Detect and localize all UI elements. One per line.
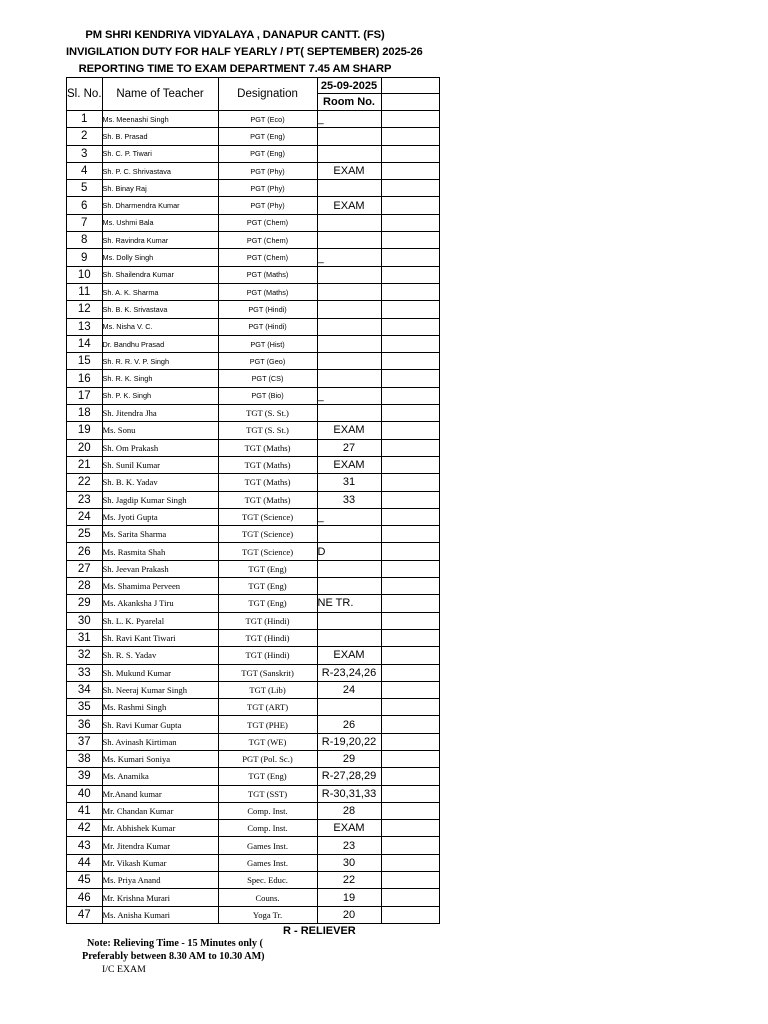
room-number-cell: _ xyxy=(317,111,381,128)
teacher-name-cell: Sh. Jeevan Prakash xyxy=(102,560,218,577)
extra-cell xyxy=(381,387,439,404)
extra-cell xyxy=(381,491,439,508)
col-header-name: Name of Teacher xyxy=(102,78,218,111)
designation-cell: Games Inst. xyxy=(218,837,317,854)
teacher-name-cell: Sh. P. K. Singh xyxy=(102,387,218,404)
serial-number-cell: 39 xyxy=(67,768,103,785)
teacher-name-cell: Ms. Anisha Kumari xyxy=(102,906,218,923)
serial-number-cell: 22 xyxy=(67,474,103,491)
school-title: PM SHRI KENDRIYA VIDYALAYA , DANAPUR CANTT. (FS) xyxy=(85,29,385,41)
extra-cell xyxy=(381,526,439,543)
teacher-name-cell: Sh. Ravindra Kumar xyxy=(102,232,218,249)
teacher-name-cell: Ms. Sonu xyxy=(102,422,218,439)
table-row xyxy=(67,232,440,249)
table-row xyxy=(67,422,440,439)
table-row xyxy=(67,872,440,889)
room-number-cell: EXAM xyxy=(317,162,381,179)
table-row xyxy=(67,508,440,525)
serial-number-cell: 7 xyxy=(67,214,103,231)
serial-number-cell: 38 xyxy=(67,750,103,767)
table-row xyxy=(67,111,440,128)
teacher-name-cell: Sh. L. K. Pyarelal xyxy=(102,612,218,629)
room-number-cell: 26 xyxy=(317,716,381,733)
room-number-cell xyxy=(317,612,381,629)
teacher-name-cell: Mr. Jitendra Kumar xyxy=(102,837,218,854)
designation-cell: TGT (Hindi) xyxy=(218,629,317,646)
room-number-cell: R-19,20,22 xyxy=(317,733,381,750)
table-row xyxy=(67,854,440,871)
serial-number-cell: 15 xyxy=(67,353,103,370)
table-row xyxy=(67,145,440,162)
table-row xyxy=(67,612,440,629)
extra-cell xyxy=(381,699,439,716)
room-number-cell: 33 xyxy=(317,491,381,508)
designation-cell: Couns. xyxy=(218,889,317,906)
serial-number-cell: 2 xyxy=(67,128,103,145)
designation-cell: TGT (PHE) xyxy=(218,716,317,733)
reporting-time: REPORTING TIME TO EXAM DEPARTMENT 7.45 AM SHARP xyxy=(78,63,392,75)
extra-cell xyxy=(381,906,439,923)
designation-cell: PGT (Hindi) xyxy=(218,318,317,335)
room-number-cell xyxy=(317,283,381,300)
room-number-cell xyxy=(317,232,381,249)
extra-cell xyxy=(381,111,439,128)
room-number-cell xyxy=(317,128,381,145)
teacher-name-cell: Sh. Shailendra Kumar xyxy=(102,266,218,283)
table-row xyxy=(67,456,440,473)
room-number-cell xyxy=(317,335,381,352)
teacher-name-cell: Ms. Nisha V. C. xyxy=(102,318,218,335)
teacher-name-cell: Ms. Shamima Perveen xyxy=(102,578,218,595)
serial-number-cell: 43 xyxy=(67,837,103,854)
teacher-name-cell: Mr. Chandan Kumar xyxy=(102,802,218,819)
serial-number-cell: 21 xyxy=(67,456,103,473)
teacher-name-cell: Mr.Anand kumar xyxy=(102,785,218,802)
serial-number-cell: 28 xyxy=(67,578,103,595)
extra-cell xyxy=(381,353,439,370)
serial-number-cell: 8 xyxy=(67,232,103,249)
teacher-name-cell: Sh. R. S. Yadav xyxy=(102,647,218,664)
teacher-name-cell: Ms. Jyoti Gupta xyxy=(102,508,218,525)
designation-cell: PGT (CS) xyxy=(218,370,317,387)
table-row xyxy=(67,214,440,231)
table-row xyxy=(67,595,440,612)
serial-number-cell: 5 xyxy=(67,180,103,197)
serial-number-cell: 19 xyxy=(67,422,103,439)
table-row xyxy=(67,699,440,716)
designation-cell: TGT (Maths) xyxy=(218,439,317,456)
designation-cell: TGT (Eng) xyxy=(218,578,317,595)
extra-cell xyxy=(381,214,439,231)
room-number-cell: 22 xyxy=(317,872,381,889)
extra-cell xyxy=(381,180,439,197)
teacher-name-cell: Ms. Akanksha J Tiru xyxy=(102,595,218,612)
room-number-cell: EXAM xyxy=(317,197,381,214)
serial-number-cell: 40 xyxy=(67,785,103,802)
table-row xyxy=(67,681,440,698)
designation-cell: TGT (Lib) xyxy=(218,681,317,698)
extra-cell xyxy=(381,854,439,871)
serial-number-cell: 29 xyxy=(67,595,103,612)
room-number-cell: _ xyxy=(317,387,381,404)
table-row xyxy=(67,180,440,197)
room-number-cell xyxy=(317,145,381,162)
serial-number-cell: 23 xyxy=(67,491,103,508)
serial-number-cell: 45 xyxy=(67,872,103,889)
table-row xyxy=(67,802,440,819)
table-row xyxy=(67,335,440,352)
room-number-cell xyxy=(317,214,381,231)
teacher-name-cell: Sh. Jitendra Jha xyxy=(102,405,218,422)
room-number-cell: _ xyxy=(317,249,381,266)
serial-number-cell: 47 xyxy=(67,906,103,923)
teacher-name-cell: Sh. Mukund Kumar xyxy=(102,664,218,681)
room-number-cell xyxy=(317,353,381,370)
table-row xyxy=(67,716,440,733)
extra-cell xyxy=(381,197,439,214)
serial-number-cell: 46 xyxy=(67,889,103,906)
designation-cell: Spec. Educ. xyxy=(218,872,317,889)
room-number-cell xyxy=(317,370,381,387)
designation-cell: TGT (Eng) xyxy=(218,768,317,785)
designation-cell: Yoga Tr. xyxy=(218,906,317,923)
serial-number-cell: 42 xyxy=(67,820,103,837)
reliever-legend: R - RELIEVER xyxy=(283,925,356,937)
teacher-name-cell: Ms. Rasmita Shah xyxy=(102,543,218,560)
col-header-designation: Designation xyxy=(218,78,317,111)
room-number-cell xyxy=(317,560,381,577)
teacher-name-cell: Ms. Sarita Sharma xyxy=(102,526,218,543)
room-number-cell: 30 xyxy=(317,854,381,871)
extra-cell xyxy=(381,456,439,473)
table-row xyxy=(67,629,440,646)
extra-cell xyxy=(381,664,439,681)
teacher-name-cell: Sh. A. K. Sharma xyxy=(102,283,218,300)
table-row xyxy=(67,301,440,318)
serial-number-cell: 16 xyxy=(67,370,103,387)
serial-number-cell: 12 xyxy=(67,301,103,318)
designation-cell: PGT (Maths) xyxy=(218,283,317,300)
room-number-cell: R-23,24,26 xyxy=(317,664,381,681)
extra-cell xyxy=(381,249,439,266)
extra-cell xyxy=(381,422,439,439)
extra-cell xyxy=(381,508,439,525)
room-number-cell xyxy=(317,301,381,318)
table-row xyxy=(67,768,440,785)
serial-number-cell: 27 xyxy=(67,560,103,577)
designation-cell: PGT (Chem) xyxy=(218,249,317,266)
room-number-cell xyxy=(317,629,381,646)
serial-number-cell: 14 xyxy=(67,335,103,352)
room-number-cell: D xyxy=(317,543,381,560)
teacher-name-cell: Sh. Jagdip Kumar Singh xyxy=(102,491,218,508)
designation-cell: TGT (Maths) xyxy=(218,491,317,508)
table-row xyxy=(67,491,440,508)
room-number-cell: 20 xyxy=(317,906,381,923)
teacher-name-cell: Ms. Anamika xyxy=(102,768,218,785)
table-row xyxy=(67,785,440,802)
table-row xyxy=(67,162,440,179)
serial-number-cell: 34 xyxy=(67,681,103,698)
table-row xyxy=(67,647,440,664)
table-row xyxy=(67,578,440,595)
room-number-cell: 28 xyxy=(317,802,381,819)
col-header-room: Room No. xyxy=(317,94,381,111)
room-number-cell: R-30,31,33 xyxy=(317,785,381,802)
designation-cell: PGT (Maths) xyxy=(218,266,317,283)
designation-cell: PGT (Hist) xyxy=(218,335,317,352)
designation-cell: PGT (Eco) xyxy=(218,111,317,128)
extra-cell xyxy=(381,768,439,785)
teacher-name-cell: Ms. Dolly Singh xyxy=(102,249,218,266)
duty-table xyxy=(66,77,440,924)
designation-cell: TGT (Science) xyxy=(218,508,317,525)
room-number-cell: 24 xyxy=(317,681,381,698)
col-header-extra xyxy=(381,78,439,94)
serial-number-cell: 35 xyxy=(67,699,103,716)
teacher-name-cell: Sh. Ravi Kant Tiwari xyxy=(102,629,218,646)
serial-number-cell: 4 xyxy=(67,162,103,179)
room-number-cell: 19 xyxy=(317,889,381,906)
note-line-2: Preferably between 8.30 AM to 10.30 AM) xyxy=(82,951,265,962)
extra-cell xyxy=(381,543,439,560)
room-number-cell xyxy=(317,699,381,716)
serial-number-cell: 44 xyxy=(67,854,103,871)
table-row xyxy=(67,664,440,681)
designation-cell: PGT (Phy) xyxy=(218,197,317,214)
teacher-name-cell: Sh. Avinash Kirtiman xyxy=(102,733,218,750)
teacher-name-cell: Sh. Sunil Kumar xyxy=(102,456,218,473)
designation-cell: PGT (Hindi) xyxy=(218,301,317,318)
teacher-name-cell: Sh. B. K. Yadav xyxy=(102,474,218,491)
room-number-cell: 23 xyxy=(317,837,381,854)
designation-cell: PGT (Eng) xyxy=(218,145,317,162)
teacher-name-cell: Ms. Rashmi Singh xyxy=(102,699,218,716)
room-number-cell: 29 xyxy=(317,750,381,767)
serial-number-cell: 9 xyxy=(67,249,103,266)
designation-cell: PGT (Geo) xyxy=(218,353,317,370)
room-number-cell: R-27,28,29 xyxy=(317,768,381,785)
note-line-1: Note: Relieving Time - 15 Minutes only ( xyxy=(87,938,263,949)
duty-title: INVIGILATION DUTY FOR HALF YEARLY / PT( SEPTEMBER) 2025-26 xyxy=(66,46,423,58)
room-number-cell: _ xyxy=(317,508,381,525)
room-number-cell xyxy=(317,405,381,422)
teacher-name-cell: Ms. Kumari Soniya xyxy=(102,750,218,767)
extra-cell xyxy=(381,578,439,595)
teacher-name-cell: Sh. Binay Raj xyxy=(102,180,218,197)
serial-number-cell: 20 xyxy=(67,439,103,456)
extra-cell xyxy=(381,750,439,767)
teacher-name-cell: Sh. C. P. Tiwari xyxy=(102,145,218,162)
extra-cell xyxy=(381,733,439,750)
extra-cell xyxy=(381,647,439,664)
serial-number-cell: 17 xyxy=(67,387,103,404)
serial-number-cell: 31 xyxy=(67,629,103,646)
designation-cell: PGT (Phy) xyxy=(218,162,317,179)
designation-cell: TGT (S. St.) xyxy=(218,422,317,439)
col-header-sl: Sl. No. xyxy=(67,78,103,111)
extra-cell xyxy=(381,612,439,629)
extra-cell xyxy=(381,889,439,906)
teacher-name-cell: Mr. Vikash Kumar xyxy=(102,854,218,871)
table-row xyxy=(67,543,440,560)
incharge-signature: I/C EXAM xyxy=(102,964,146,975)
table-row xyxy=(67,128,440,145)
designation-cell: TGT (ART) xyxy=(218,699,317,716)
extra-cell xyxy=(381,785,439,802)
table-body xyxy=(67,111,440,924)
designation-cell: PGT (Eng) xyxy=(218,128,317,145)
extra-cell xyxy=(381,318,439,335)
serial-number-cell: 13 xyxy=(67,318,103,335)
designation-cell: TGT (Science) xyxy=(218,526,317,543)
extra-cell xyxy=(381,681,439,698)
room-number-cell xyxy=(317,526,381,543)
room-number-cell xyxy=(317,180,381,197)
table-row xyxy=(67,820,440,837)
serial-number-cell: 6 xyxy=(67,197,103,214)
extra-cell xyxy=(381,301,439,318)
serial-number-cell: 1 xyxy=(67,111,103,128)
serial-number-cell: 41 xyxy=(67,802,103,819)
serial-number-cell: 3 xyxy=(67,145,103,162)
designation-cell: PGT (Pol. Sc.) xyxy=(218,750,317,767)
designation-cell: PGT (Phy) xyxy=(218,180,317,197)
extra-cell xyxy=(381,629,439,646)
room-number-cell xyxy=(317,266,381,283)
table-row xyxy=(67,526,440,543)
designation-cell: TGT (S. St.) xyxy=(218,405,317,422)
extra-cell xyxy=(381,439,439,456)
extra-cell xyxy=(381,802,439,819)
designation-cell: TGT (Science) xyxy=(218,543,317,560)
teacher-name-cell: Ms. Priya Anand xyxy=(102,872,218,889)
serial-number-cell: 24 xyxy=(67,508,103,525)
designation-cell: Comp. Inst. xyxy=(218,802,317,819)
table-row xyxy=(67,353,440,370)
designation-cell: Comp. Inst. xyxy=(218,820,317,837)
room-number-cell: 27 xyxy=(317,439,381,456)
serial-number-cell: 37 xyxy=(67,733,103,750)
teacher-name-cell: Sh. B. Prasad xyxy=(102,128,218,145)
teacher-name-cell: Mr. Abhishek Kumar xyxy=(102,820,218,837)
extra-cell xyxy=(381,837,439,854)
designation-cell: TGT (Sanskrit) xyxy=(218,664,317,681)
teacher-name-cell: Sh. R. K. Singh xyxy=(102,370,218,387)
table-row xyxy=(67,560,440,577)
extra-cell xyxy=(381,595,439,612)
serial-number-cell: 32 xyxy=(67,647,103,664)
extra-cell xyxy=(381,474,439,491)
teacher-name-cell: Sh. Neeraj Kumar Singh xyxy=(102,681,218,698)
extra-cell xyxy=(381,370,439,387)
serial-number-cell: 30 xyxy=(67,612,103,629)
designation-cell: PGT (Bio) xyxy=(218,387,317,404)
designation-cell: TGT (SST) xyxy=(218,785,317,802)
teacher-name-cell: Sh. Ravi Kumar Gupta xyxy=(102,716,218,733)
col-header-extra-2 xyxy=(381,94,439,111)
serial-number-cell: 26 xyxy=(67,543,103,560)
room-number-cell: NE TR. xyxy=(317,595,381,612)
room-number-cell xyxy=(317,318,381,335)
extra-cell xyxy=(381,872,439,889)
room-number-cell xyxy=(317,578,381,595)
table-row xyxy=(67,439,440,456)
table-row xyxy=(67,750,440,767)
extra-cell xyxy=(381,335,439,352)
table-row xyxy=(67,197,440,214)
table-row xyxy=(67,733,440,750)
table-row xyxy=(67,266,440,283)
room-number-cell: EXAM xyxy=(317,456,381,473)
serial-number-cell: 36 xyxy=(67,716,103,733)
teacher-name-cell: Ms. Meenashi Singh xyxy=(102,111,218,128)
teacher-name-cell: Sh. B. K. Srivastava xyxy=(102,301,218,318)
extra-cell xyxy=(381,145,439,162)
extra-cell xyxy=(381,405,439,422)
teacher-name-cell: Sh. Om Prakash xyxy=(102,439,218,456)
designation-cell: TGT (Eng) xyxy=(218,595,317,612)
designation-cell: TGT (Hindi) xyxy=(218,612,317,629)
designation-cell: PGT (Chem) xyxy=(218,232,317,249)
table-row xyxy=(67,837,440,854)
extra-cell xyxy=(381,560,439,577)
designation-cell: TGT (Maths) xyxy=(218,474,317,491)
table-row xyxy=(67,387,440,404)
designation-cell: TGT (Maths) xyxy=(218,456,317,473)
table-row xyxy=(67,249,440,266)
serial-number-cell: 10 xyxy=(67,266,103,283)
table-row xyxy=(67,283,440,300)
teacher-name-cell: Mr. Krishna Murari xyxy=(102,889,218,906)
extra-cell xyxy=(381,266,439,283)
extra-cell xyxy=(381,128,439,145)
designation-cell: TGT (Hindi) xyxy=(218,647,317,664)
designation-cell: TGT (Eng) xyxy=(218,560,317,577)
serial-number-cell: 18 xyxy=(67,405,103,422)
extra-cell xyxy=(381,283,439,300)
table-row xyxy=(67,906,440,923)
extra-cell xyxy=(381,820,439,837)
serial-number-cell: 11 xyxy=(67,283,103,300)
extra-cell xyxy=(381,232,439,249)
teacher-name-cell: Sh. R. R. V. P. Singh xyxy=(102,353,218,370)
designation-cell: PGT (Chem) xyxy=(218,214,317,231)
room-number-cell: 31 xyxy=(317,474,381,491)
room-number-cell: EXAM xyxy=(317,422,381,439)
teacher-name-cell: Ms. Ushmi Bala xyxy=(102,214,218,231)
serial-number-cell: 33 xyxy=(67,664,103,681)
extra-cell xyxy=(381,716,439,733)
teacher-name-cell: Sh. Dharmendra Kumar xyxy=(102,197,218,214)
table-row xyxy=(67,889,440,906)
table-row xyxy=(67,370,440,387)
table-row xyxy=(67,405,440,422)
table-row xyxy=(67,474,440,491)
teacher-name-cell: Sh. P. C. Shrivastava xyxy=(102,162,218,179)
teacher-name-cell: Dr. Bandhu Prasad xyxy=(102,335,218,352)
designation-cell: TGT (WE) xyxy=(218,733,317,750)
col-header-date: 25-09-2025 xyxy=(317,78,381,94)
extra-cell xyxy=(381,162,439,179)
room-number-cell: EXAM xyxy=(317,647,381,664)
serial-number-cell: 25 xyxy=(67,526,103,543)
designation-cell: Games Inst. xyxy=(218,854,317,871)
table-row xyxy=(67,318,440,335)
room-number-cell: EXAM xyxy=(317,820,381,837)
